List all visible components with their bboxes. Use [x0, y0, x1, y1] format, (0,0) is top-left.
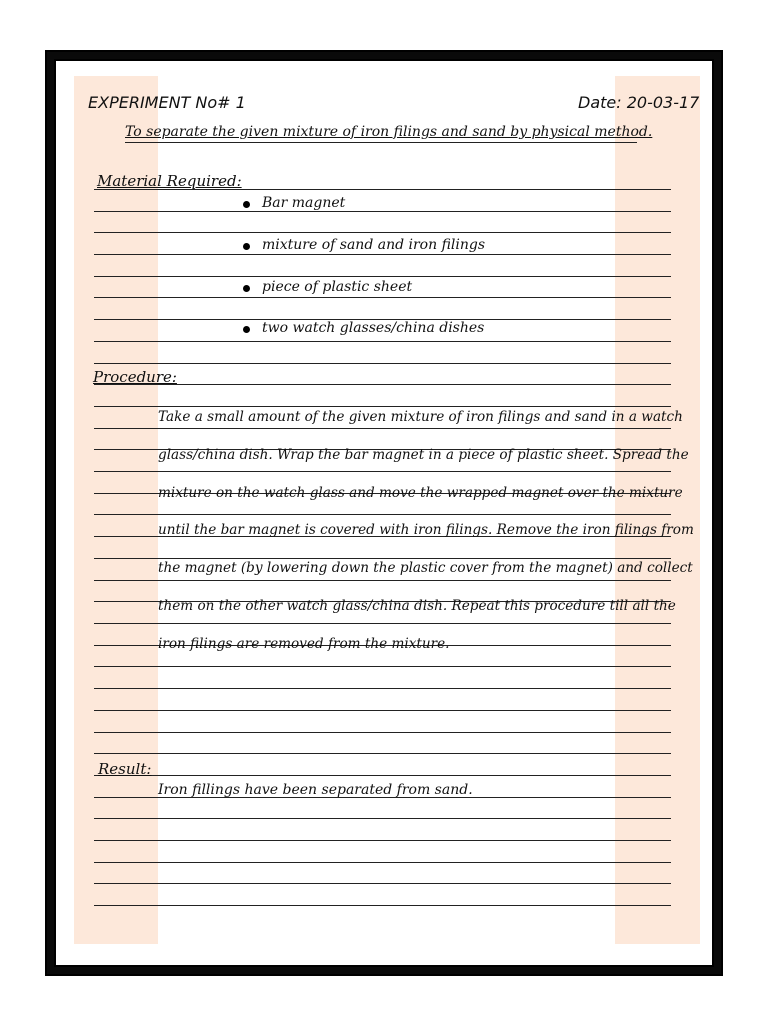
procedure-line: glass/china dish. Wrap the bar magnet in a piece of plastic sheet. Spread the	[158, 447, 689, 463]
procedure-line: until the bar magnet is covered with iron filings. Remove the iron filings from	[158, 522, 694, 538]
ruled-line	[94, 710, 671, 711]
bullet-icon	[243, 326, 250, 333]
result-heading: Result:	[98, 760, 152, 778]
ruled-line	[94, 558, 671, 559]
experiment-number: EXPERIMENT No# 1	[88, 93, 246, 112]
ruled-line	[94, 211, 671, 212]
ruled-line	[94, 883, 671, 884]
procedure-line: Take a small amount of the given mixture of iron filings and sand in a watch	[158, 409, 683, 425]
bullet-icon	[243, 285, 250, 292]
ruled-line	[94, 406, 671, 407]
material-item: piece of plastic sheet	[262, 279, 413, 295]
procedure-heading: Procedure:	[93, 368, 177, 386]
ruled-line	[94, 232, 671, 233]
result-text: Iron fillings have been separated from sand.	[158, 782, 473, 798]
ruled-line	[94, 732, 671, 733]
ruled-line	[94, 688, 671, 689]
material-item: Bar magnet	[262, 195, 346, 211]
ruled-line	[94, 905, 671, 906]
aim-underline	[125, 142, 637, 143]
ruled-line	[94, 276, 671, 277]
bullet-icon	[243, 201, 250, 208]
procedure-line: them on the other watch glass/china dish. Repeat this procedure till all the	[158, 598, 676, 614]
ruled-line	[94, 341, 671, 342]
procedure-line: the magnet (by lowering down the plastic cover from the magnet) and collect	[158, 560, 693, 576]
ruled-line	[94, 471, 671, 472]
materials-heading: Material Required:	[97, 172, 242, 190]
ruled-line	[94, 623, 671, 624]
ruled-line	[94, 580, 671, 581]
ruled-line	[94, 753, 671, 754]
ruled-line	[94, 384, 671, 385]
procedure-line: mixture on the watch glass and move the wrapped magnet over the mixture	[158, 485, 683, 501]
ruled-line	[94, 775, 671, 776]
ruled-line	[94, 428, 671, 429]
ruled-line	[94, 297, 671, 298]
ruled-line	[94, 666, 671, 667]
ruled-line	[94, 840, 671, 841]
procedure-line: iron filings are removed from the mixture.	[158, 636, 450, 652]
ruled-line	[94, 818, 671, 819]
material-item: two watch glasses/china dishes	[262, 320, 485, 336]
ruled-line	[94, 862, 671, 863]
experiment-aim: To separate the given mixture of iron filings and sand by physical method.	[125, 124, 653, 140]
material-item: mixture of sand and iron filings	[262, 237, 486, 253]
bullet-icon	[243, 243, 250, 250]
ruled-line	[94, 514, 671, 515]
experiment-date: Date: 20-03-17	[578, 93, 700, 112]
ruled-line	[94, 363, 671, 364]
ruled-line	[94, 254, 671, 255]
